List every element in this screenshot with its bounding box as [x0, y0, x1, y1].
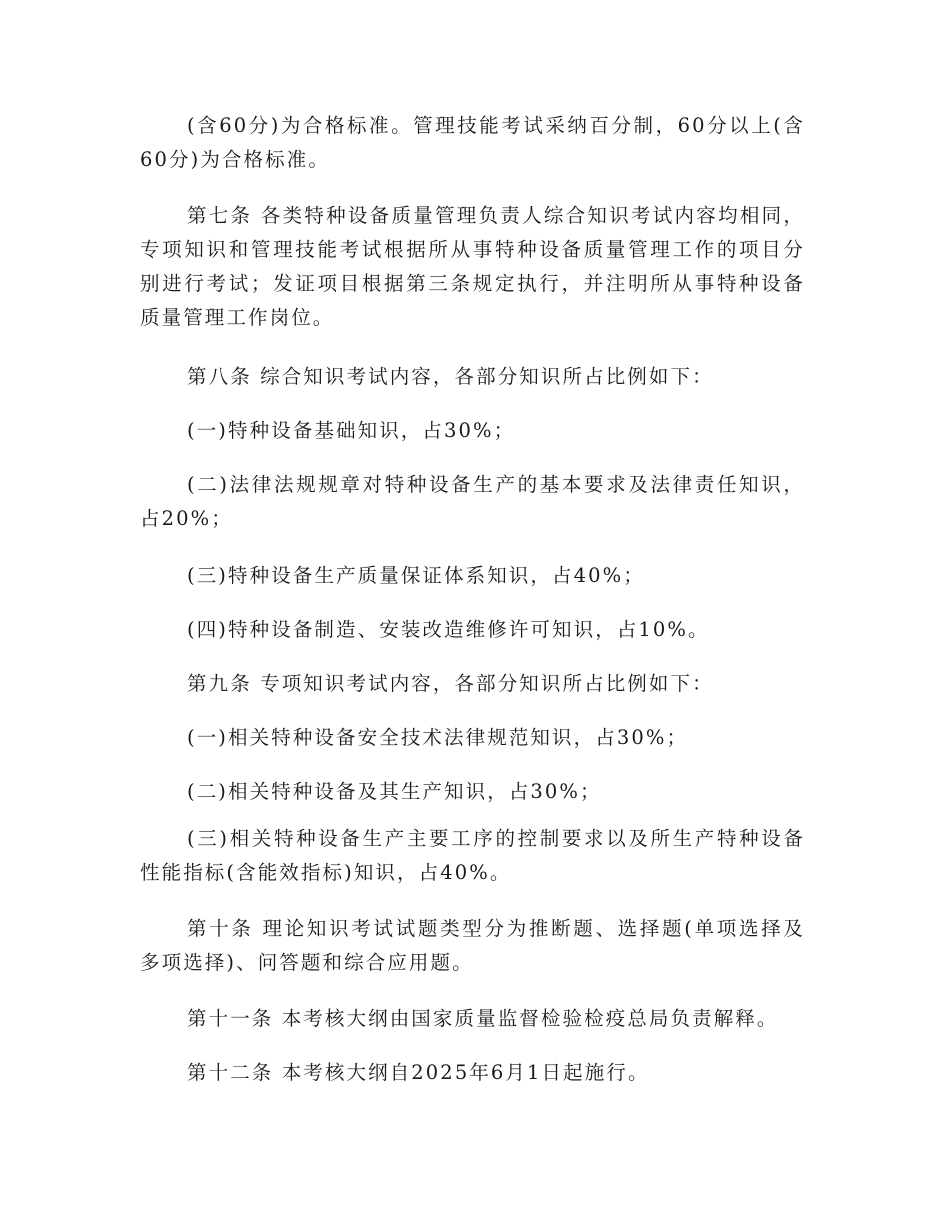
paragraph-article-8-item-2: (二)法律法规规章对特种设备生产的基本要求及法律责任知识，占20%；: [140, 473, 805, 530]
paragraph-article-9-item-3: (三)相关特种设备生产主要工序的控制要求以及所生产特种设备性能指标(含能效指标)知识，占40%。: [140, 827, 805, 884]
paragraph-article-8-item-4: (四)特种设备制造、安装改造维修许可知识，占10%。: [187, 618, 710, 641]
paragraph-article-8: 第八条 综合知识考试内容，各部分知识所占比例如下：: [187, 365, 714, 388]
paragraph-article-9-item-2: (二)相关特种设备及其生产知识，占30%；: [187, 780, 602, 803]
paragraph-article-9-item-1: (一)相关特种设备安全技术法律规范知识，占30%；: [187, 726, 689, 749]
paragraph-article-9: 第九条 专项知识考试内容，各部分知识所占比例如下：: [187, 672, 714, 695]
paragraph-article-8-item-1: (一)特种设备基础知识，占30%；: [187, 419, 516, 442]
paragraph-article-8-item-3: (三)特种设备生产质量保证体系知识，占40%；: [187, 564, 645, 587]
paragraph-article-12: 第十二条 本考核大纲自2025年6月1日起施行。: [187, 1061, 650, 1084]
paragraph-article-11: 第十一条 本考核大纲由国家质量监督检验检疫总局负责解释。: [187, 1007, 779, 1030]
paragraph-article-10: 第十条 理论知识考试试题类型分为推断题、选择题(单项选择及多项选择)、问答题和综合应用题。: [140, 917, 805, 974]
paragraph-article-7: 第七条 各类特种设备质量管理负责人综合知识考试内容均相同，专项知识和管理技能考试根据所从事特种设备质量管理工作的项目分别进行考试；发证项目根据第三条规定执行，并注明所从事特种设备质量管理工作岗位。: [140, 204, 805, 329]
paragraph-passing-standard: (含60分)为合格标准。管理技能考试采纳百分制，60分以上(含60分)为合格标准。: [140, 114, 805, 171]
